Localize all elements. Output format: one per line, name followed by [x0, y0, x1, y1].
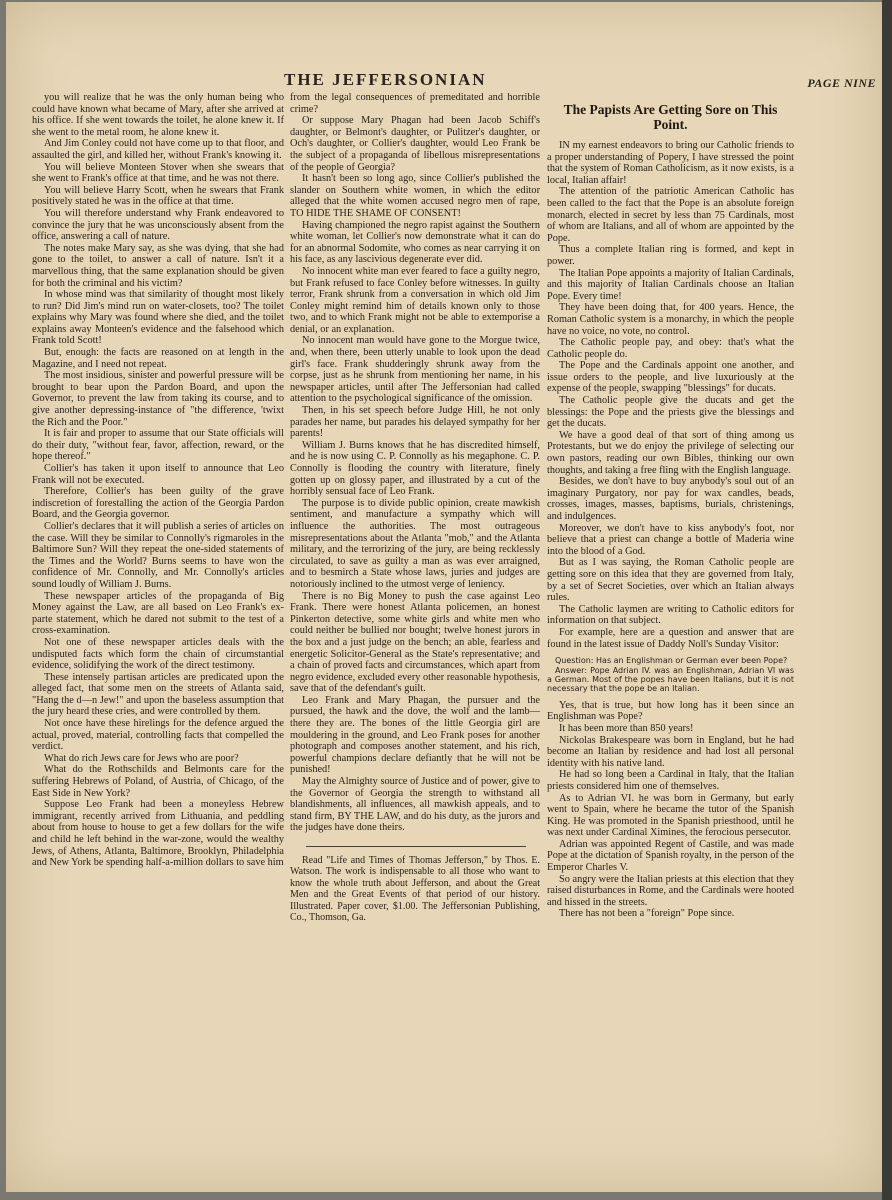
- advertisement: Read "Life and Times of Thomas Jefferson," by Thos. E. Watson. The work is indispensable to all those who want to know the whole truth about Jefferson, and about the Great Men and the Great Events of that period of our history. Illustrated. Paper cover, $1.00. The Jeffersonian Publishing, Co., Thomson, Ga.: [290, 855, 540, 924]
- paragraph: Therefore, Collier's has been guilty of the grave indiscretion of forestalling the action of the Georgia Pardon Board, and the Georgia governor.: [32, 486, 284, 521]
- paragraph: Not one of these newspaper articles deals with the undisputed facts which form the chain of circumstantial evidence, solidifying the work of the direct testimony.: [32, 636, 284, 672]
- paragraph: Moreover, we don't have to kiss anybody's foot, nor believe that a priest can change a bottle of Maderia wine into the blood of a God.: [547, 522, 794, 557]
- paragraph: Collier's has taken it upon itself to announce that Leo Frank will not be executed.: [32, 463, 284, 486]
- paragraph: What do rich Jews care for Jews who are poor?: [44, 752, 239, 764]
- newspaper-page: [6, 2, 882, 1192]
- paragraph: Collier's declares that it will publish a series of articles on the case. Will they be similar to Connolly's rigmaroles in the Baltimore Sun? Will they repeat the one-sided statements of the Times and the World? Burns seems to have won the confidence of Mr. Connolly, and Mr. Connolly's articles sound loudly of William J. Burns.: [32, 520, 284, 590]
- paragraph: But as I was saying, the Roman Catholic people are getting sore on this idea that they are governed from Italy, by a set of Secret Societies, over which an Italian always rules.: [547, 557, 794, 604]
- publication-title: THE JEFFERSONIAN: [284, 70, 487, 89]
- paragraph: The most insidious, sinister and powerful pressure will be brought to bear upon the Pardon Board, and upon the Governor, to prevent the law from taking its course, and to give another depressing-instance of "the difference, 'twixt the Rich and the Poor.": [32, 370, 284, 428]
- article-column-left: [32, 92, 284, 869]
- paragraph: Suppose Leo Frank had been a moneyless Hebrew immigrant, recently arrived from Lithuania, and peddling about from house to house to get a few dollars for the wife and child he left behind in the war-zone, would the wealthy Jews, of Athens, Atlanta, Baltimore, Brooklyn, Philadelphia and New York be spending half-a-million dollars to save him: [32, 799, 284, 869]
- paragraph: As to Adrian VI. he was born in Germany, but early went to Spain, where he became the tutor of the Spanish King. He was promoted in the Spanish priesthood, until he was next under Cardinal Ximines, the ferocious persecutor.: [547, 792, 794, 839]
- paragraph: Nickolas Brakespeare was born in England, but he had become an Italian by residence and had lost all personal identity with his native land.: [547, 734, 794, 769]
- page-number: PAGE NINE: [807, 76, 876, 90]
- paragraph: No innocent man would have gone to the Morgue twice, and, when there, been utterly unable to look upon the dead girl's face. Frank shudderingly shrunk away from the corpse, just as he shrunk from mentioning her name, in his newspaper articles, until after The Jeffersonian had called attention to the psychological significance of the omission.: [290, 335, 540, 405]
- paragraph: You will believe Monteen Stover when she swears that she went to Frank's office at that time, and he was not there.: [32, 161, 284, 185]
- paragraph: Not once have these hirelings for the defence argued the actual, proved, material, controlling facts that compelled the verdict.: [32, 718, 284, 753]
- paragraph: you will realize that he was the only human being who could have known what became of Mary, after she arrived at his office. If she went towards the toilet, he alone knew it. If she went to the metal room, he alone knew it.: [32, 92, 284, 138]
- paragraph: The Catholic laymen are writing to Catholic editors for information on that subject.: [547, 603, 794, 627]
- paragraph: William J. Burns knows that he has discredited himself, and he is now using C. P. Connolly as his megaphone. C. P. Connolly is flooding the country with literature, finely gotten up on glossy paper, and illustrated by a cut of the horribly sensual face of Leo Frank.: [290, 439, 540, 498]
- paragraph: Yes, that is true, but how long has it been since an Englishman was Pope?: [547, 699, 794, 723]
- article-column-right: [547, 102, 794, 920]
- column-divider: [306, 846, 526, 847]
- paragraph: Then, in his set speech before Judge Hill, he not only parades her name, but parades his delayed sympathy for her parents!: [290, 405, 540, 440]
- paragraph: We have a good deal of that sort of thing among us Protestants, but we do enjoy the privilege of selecting our own pastors, reading our own Bibles, thinking our own thoughts, and taking a free fling with the English language.: [547, 429, 794, 476]
- paragraph: The attention of the patriotic American Catholic has been called to the fact that the Pope is an absolute foreign monarch, elected in secret by less than 75 Cardinals, most of whom are Italians, and all of whom are appointed by the Pope.: [547, 186, 794, 244]
- paragraph: So angry were the Italian priests at this election that they raised disturbances in Rome, and the Cardinals were hooted and hissed in the streets.: [547, 873, 794, 908]
- paragraph: For example, here are a question and answer that are found in the latest issue of Daddy Noll's Sunday Visitor:: [547, 626, 794, 650]
- paragraph: It is fair and proper to assume that our State officials will do their duty, "without fear, favor, affection, reward, or the hope thereof.": [32, 428, 284, 463]
- question-answer-quote: [547, 656, 794, 694]
- paragraph: In whose mind was that similarity of thought most likely to run? Did Jim's mind run on water-closets, too? The toilet explains why Mary was found where she died, and the toilet explains away Monteen's evidence and the falsehood which Frank told Scott!: [32, 289, 284, 347]
- paragraph: The Italian Pope appoints a majority of Italian Cardinals, and this majority of Italian Cardinals choose an Italian Pope. Every time!: [547, 267, 794, 302]
- paragraph: May the Almighty source of Justice and of power, give to the Governor of Georgia the strength to withstand all blandishments, all influences, all mawkish appeals, and to stand firm, BY THE LAW, and do his duty, as the jurors and the judges have done theirs.: [290, 776, 540, 834]
- paragraph: The notes make Mary say, as she was dying, that she had gone to the toilet, to answer a call of nature. Isn't it a marvellous thing, that the same explanation should be given for both the criminal and his victim?: [32, 242, 284, 289]
- paragraph: Thus a complete Italian ring is formed, and kept in power.: [547, 244, 794, 267]
- paragraph: There has not been a "foreign" Pope since.: [559, 908, 735, 920]
- paragraph: They have been doing that, for 400 years. Hence, the Roman Catholic system is a monarchy, in which the people have no voice, no vote, no control.: [547, 302, 794, 337]
- paragraph: The Catholic people pay, and obey: that's what the Catholic people do.: [547, 337, 794, 360]
- paragraph: Besides, we don't have to buy anybody's soul out of an imaginary Purgatory, nor pay for wax candles, beads, crosses, images, masses, baptisms, burials, christenings, and indulgences.: [547, 476, 794, 522]
- paragraph: Leo Frank and Mary Phagan, the pursuer and the pursued, the hawk and the dove, the wolf and the lamb—there they are. The bones of the little Georgia girl are mouldering in the ground, and Leo Frank poses for another photograph and composes another statement, and his rich, powerful champions declare defiantly that he will not be punished!: [290, 694, 540, 776]
- paragraph: And Jim Conley could not have come up to that floor, and assaulted the girl, and killed her, without Frank's knowing it.: [32, 138, 284, 161]
- scan-border: [882, 0, 892, 1200]
- paragraph: It hasn't been so long ago, since Collier's published the slander on Southern white women, in which the editor alleged that the white women accused negro men of rape, TO HIDE THE SHAME OF CONSENT!: [290, 173, 540, 219]
- article-headline: The Papists Are Getting Sore on This Point.: [563, 102, 778, 132]
- paragraph: The Catholic people give the ducats and get the blessings: the Pope and the priests give the blessings and get the ducats.: [547, 395, 794, 430]
- paragraph: Having championed the negro rapist against the Southern white woman, let Collier's now demonstrate what it can do for an abnormal Sodomite, who comes as near carrying it on his face, as any lascivious degenerate ever did.: [290, 219, 540, 266]
- paragraph: You will therefore understand why Frank endeavored to convince the jury that he was unconsciously absent from the office, answering a call of nature.: [32, 207, 284, 243]
- paragraph: There is no Big Money to push the case against Leo Frank. There were honest Atlanta policemen, an honest Pinkerton detective, some white girls and white men who could neither be bullied nor bought; twelve honest jurors in the box and a just judge on the bench; an able, fearless and energetic Solicitor-General as the State's representative; and a chain of proved facts and circumstances, which apart from negro evidence, excluded every other reasonable hypothesis, save that of the defendant's guilt.: [290, 590, 540, 695]
- paragraph: Or suppose Mary Phagan had been Jacob Schiff's daughter, or Belmont's daughter, or Pulitzer's daughter, or Och's daughter, or Collier's daughter, would Leo Frank be the subject of a propaganda of libellous misrepresentations of the people of Georgia?: [290, 115, 540, 173]
- paragraph: The purpose is to divide public opinion, create mawkish sentiment, and manufacture a sympathy which will influence the authorities. The most outrageous misrepresentations about the Atlanta "mob," and the Atlanta military, and the terrorizing of the jury, are being recklessly circulated, to save as guilty a man as was ever arraigned, and to besmirch a State whose laws, juries and judges are notoriously inclined to the utmost verge of leniency.: [290, 497, 540, 590]
- paragraph: You will believe Harry Scott, when he swears that Frank positively stated he was in the office at that time.: [32, 184, 284, 208]
- paragraph: What do the Rothschilds and Belmonts care for the suffering Hebrews of Poland, of Austria, of Chicago, of the East Side in New York?: [32, 764, 284, 799]
- paragraph: He had so long been a Cardinal in Italy, that the Italian priests considered him one of themselves.: [547, 769, 794, 792]
- paragraph: But, enough: the facts are reasoned on at length in the Magazine, and I need not repeat.: [32, 347, 284, 370]
- paragraph: Adrian was appointed Regent of Castile, and was made Pope at the dictation of Spanish royalty, in the person of the Emperor Charles V.: [547, 838, 794, 874]
- paragraph: IN my earnest endeavors to bring our Catholic friends to a proper understanding of Popery, I have stressed the point that the system of Roman Catholicism, as it now exists, is a local, Italian affair!: [547, 140, 794, 186]
- paragraph: These intensely partisan articles are predicated upon the alleged fact, that some men on the streets of Atlanta said, "Hang the d—n Jew!" and upon the baseless assumption that the jury heard these cries, and were controlled by them.: [32, 671, 284, 718]
- paragraph: No innocent white man ever feared to face a guilty negro, but Frank refused to face Conley before witnesses. In guilty terror, Frank shrunk from a conversation in which old Jim Conley might remind him of details known only to those two, and to which Frank might not be able to extemporise a denial, or an explanation.: [290, 265, 540, 335]
- quote-question: Question: Has an Englishman or German ever been Pope?: [555, 656, 788, 666]
- article-column-middle: [290, 92, 540, 923]
- paragraph: These newspaper articles of the propaganda of Big Money against the Law, are all based on Leo Frank's ex-parte statement, which he dared not submit to the test of a cross-examination.: [32, 590, 284, 637]
- paragraph: The Pope and the Cardinals appoint one another, and issue orders to the people, and live luxuriously at the expense of the people, swapping "blessings" for ducats.: [547, 360, 794, 395]
- paragraph: It has been more than 850 years!: [559, 722, 694, 734]
- paragraph: from the legal consequences of premeditated and horrible crime?: [290, 92, 540, 115]
- quote-answer: Answer: Pope Adrian IV. was an Englishman, Adrian VI was a German. Most of the popes have been Italians, but it is not necessary that the pope be an Italian.: [547, 665, 794, 694]
